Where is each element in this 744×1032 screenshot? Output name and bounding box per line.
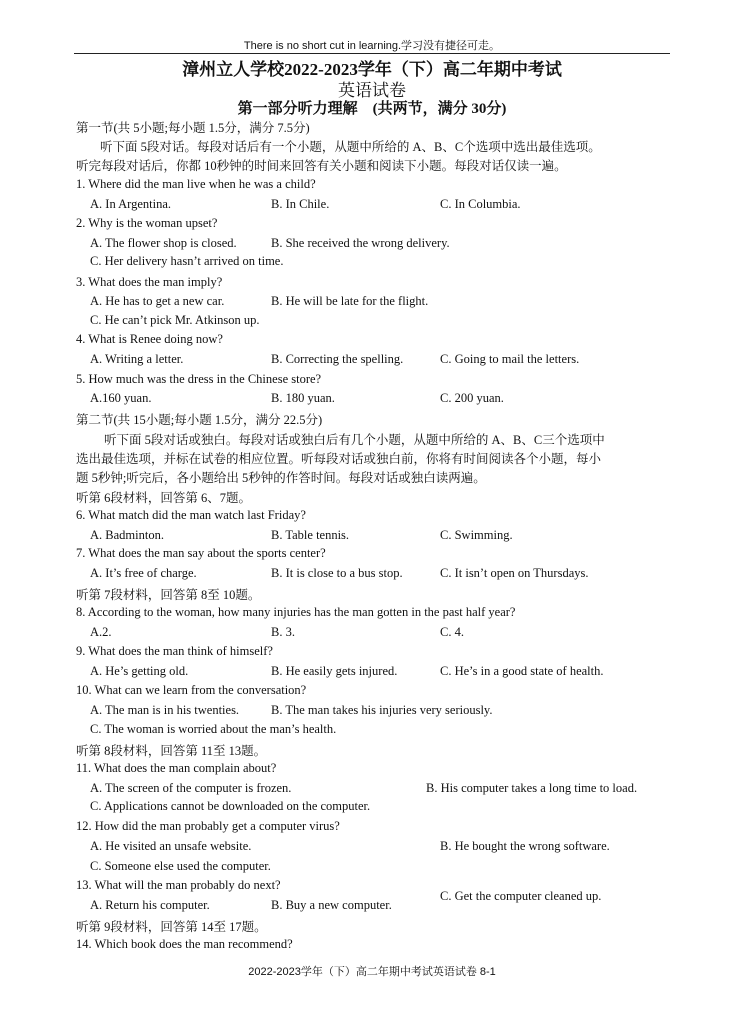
page-header-motto: There is no short cut in learning.学习没有捷径可走。 bbox=[243, 40, 501, 52]
option-c: C. 4. bbox=[440, 625, 464, 639]
option-a: A. Writing a letter. bbox=[90, 352, 184, 366]
question: 14. Which book does the man recommend? bbox=[76, 937, 293, 951]
question: 11. What does the man complain about? bbox=[76, 761, 277, 775]
option-a: A. Return his computer. bbox=[90, 898, 210, 912]
material-heading: 听第 7段材料，回答第 8至 10题。 bbox=[76, 588, 261, 602]
section2-instruction: 听下面 5段对话或独白。每段对话或独白后有几个小题，从题中所给的 A、B、C三个选项中 bbox=[104, 433, 605, 447]
option-c: C. The woman is worried about the man’s health. bbox=[90, 722, 337, 736]
option-c: C. Going to mail the letters. bbox=[440, 352, 580, 366]
section1-heading: 第一节(共 5小题;每小题 1.5分，满分 7.5分) bbox=[76, 121, 310, 135]
option-c: C. He can’t pick Mr. Atkinson up. bbox=[90, 313, 260, 327]
option-c: C. Someone else used the computer. bbox=[90, 859, 271, 873]
option-c: C. Her delivery hasn’t arrived on time. bbox=[90, 254, 284, 268]
question: 8. According to the woman, how many injuries has the man gotten in the past half year? bbox=[76, 605, 516, 619]
option-a: A. The screen of the computer is frozen. bbox=[90, 781, 292, 795]
exam-subtitle: 英语试卷 bbox=[338, 81, 406, 100]
option-a: A. In Argentina. bbox=[90, 197, 172, 211]
section1-instruction: 听完每段对话后，你都 10秒钟的时间来回答有关小题和阅读下小题。每段对话仅读一遍。 bbox=[76, 159, 567, 173]
option-a: A. He has to get a new car. bbox=[90, 294, 225, 308]
question: 13. What will the man probably do next? bbox=[76, 878, 281, 892]
question: 6. What match did the man watch last Friday? bbox=[76, 508, 306, 522]
section1-instruction: 听下面 5段对话。每段对话后有一个小题，从题中所给的 A、B、C个选项中选出最佳选项。 bbox=[100, 140, 601, 154]
option-a: A. Badminton. bbox=[90, 528, 164, 542]
question: 12. How did the man probably get a computer virus? bbox=[76, 819, 340, 833]
option-b: B. 180 yuan. bbox=[271, 391, 335, 405]
option-c: C. Applications cannot be downloaded on the computer. bbox=[90, 799, 371, 813]
material-heading: 听第 8段材料，回答第 11至 13题。 bbox=[76, 744, 267, 758]
option-a: A.160 yuan. bbox=[90, 391, 152, 405]
question: 3. What does the man imply? bbox=[76, 275, 223, 289]
option-c: C. 200 yuan. bbox=[440, 391, 504, 405]
page-footer: 2022-2023学年（下）高二年期中考试英语试卷 8-1 bbox=[248, 966, 496, 978]
option-c: C. Get the computer cleaned up. bbox=[440, 889, 602, 903]
option-a: A. He visited an unsafe website. bbox=[90, 839, 252, 853]
part-title: 第一部分听力理解 (共两节，满分 30分) bbox=[237, 101, 507, 117]
option-b: B. 3. bbox=[271, 625, 295, 639]
section2-instruction: 选出最佳选项，并标在试卷的相应位置。听每段对话或独白前，你将有时间阅读各个小题，每小 bbox=[76, 452, 602, 466]
material-heading: 听第 9段材料，回答第 14至 17题。 bbox=[76, 920, 267, 934]
material-heading: 听第 6段材料，回答第 6、7题。 bbox=[76, 491, 252, 505]
option-a: A. The man is in his twenties. bbox=[90, 703, 240, 717]
exam-title: 漳州立人学校2022-2023学年（下）高二年期中考试 bbox=[182, 60, 562, 79]
section2-instruction: 题 5秒钟;听完后，各小题给出 5秒钟的作答时间。每段对话或独白读两遍。 bbox=[76, 471, 486, 485]
option-b: B. His computer takes a long time to load. bbox=[426, 781, 638, 795]
question: 10. What can we learn from the conversation? bbox=[76, 683, 307, 697]
question: 5. How much was the dress in the Chinese store? bbox=[76, 372, 322, 386]
question: 1. Where did the man live when he was a child? bbox=[76, 177, 316, 191]
option-b: B. Correcting the spelling. bbox=[271, 352, 404, 366]
option-a: A. The flower shop is closed. bbox=[90, 236, 237, 250]
option-a: A.2. bbox=[90, 625, 112, 639]
option-b: B. He easily gets injured. bbox=[271, 664, 398, 678]
option-b: B. The man takes his injuries very seriously. bbox=[271, 703, 493, 717]
option-b: B. It is close to a bus stop. bbox=[271, 566, 403, 580]
question: 2. Why is the woman upset? bbox=[76, 216, 218, 230]
question: 9. What does the man think of himself? bbox=[76, 644, 273, 658]
option-b: B. He bought the wrong software. bbox=[440, 839, 610, 853]
option-c: C. In Columbia. bbox=[440, 197, 521, 211]
question: 4. What is Renee doing now? bbox=[76, 332, 223, 346]
option-b: B. He will be late for the flight. bbox=[271, 294, 429, 308]
option-b: B. In Chile. bbox=[271, 197, 330, 211]
option-c: C. Swimming. bbox=[440, 528, 513, 542]
section2-heading: 第二节(共 15小题;每小题 1.5分，满分 22.5分) bbox=[76, 413, 323, 427]
question: 7. What does the man say about the sports center? bbox=[76, 546, 326, 560]
header-rule bbox=[74, 53, 670, 54]
option-b: B. She received the wrong delivery. bbox=[271, 236, 450, 250]
option-c: C. He’s in a good state of health. bbox=[440, 664, 604, 678]
option-a: A. It’s free of charge. bbox=[90, 566, 197, 580]
option-b: B. Buy a new computer. bbox=[271, 898, 392, 912]
option-b: B. Table tennis. bbox=[271, 528, 350, 542]
option-a: A. He’s getting old. bbox=[90, 664, 189, 678]
option-c: C. It isn’t open on Thursdays. bbox=[440, 566, 589, 580]
